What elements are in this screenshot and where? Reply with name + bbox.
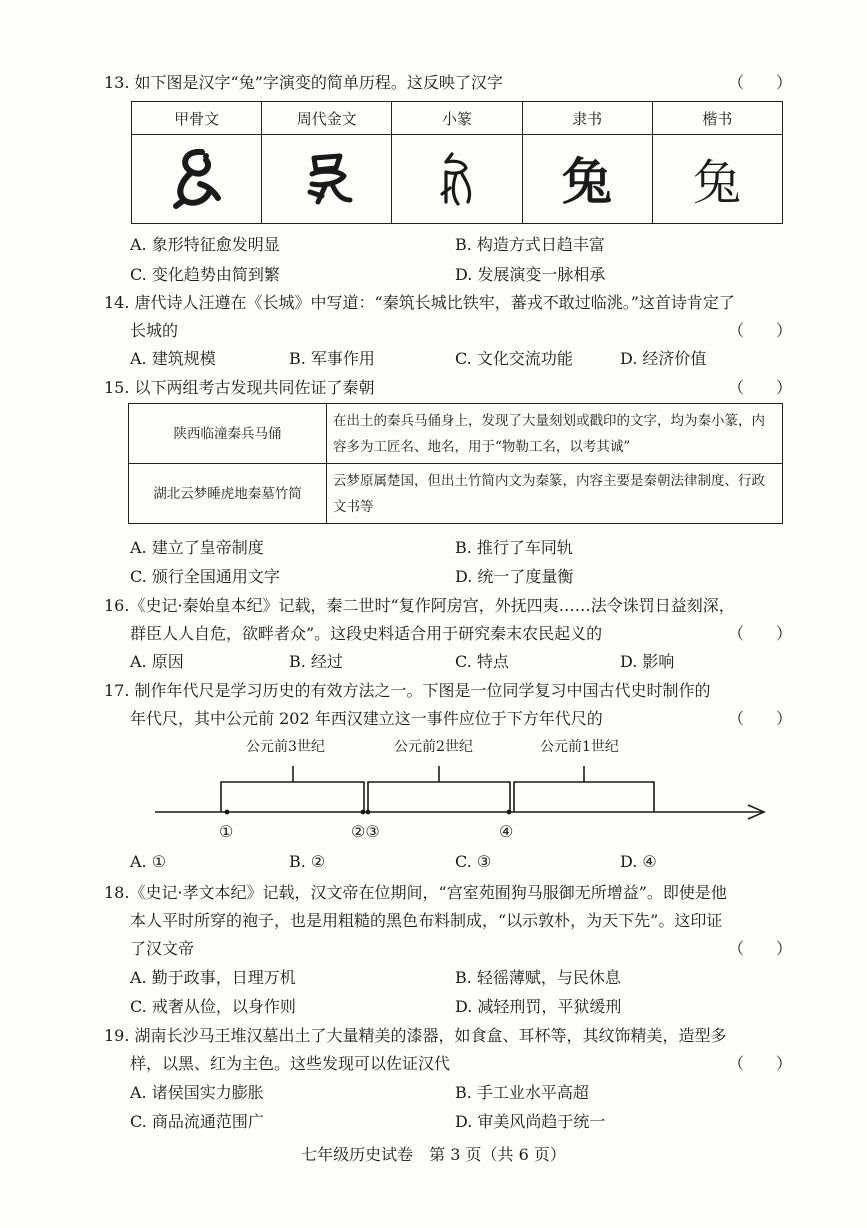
q15-site-shuihudi: 湖北云梦睡虎地秦墓竹简 — [129, 464, 327, 524]
q13-stem: 13. 如下图是汉字“兔”字演变的简单历程。这反映了汉字 — [104, 73, 503, 92]
q17-answer-paren: （ ） — [728, 709, 793, 728]
q14-option-c[interactable]: C. 文化交流功能 — [455, 349, 573, 368]
header-regular: 楷书 — [652, 102, 782, 135]
q16-stem-line2: 群臣人人自危，欲畔者众”。这段史料适合用于研究秦末农民起义的 — [130, 624, 603, 643]
q13-answer-paren: （ ） — [728, 73, 793, 92]
q16-option-b[interactable]: B. 经过 — [289, 652, 343, 671]
century-label-1bc: 公元前1世纪 — [540, 739, 619, 755]
q15-answer-paren: （ ） — [728, 378, 793, 397]
q18-option-b[interactable]: B. 轻徭薄赋，与民休息 — [455, 968, 621, 987]
q17-option-d[interactable]: D. ④ — [620, 852, 657, 871]
q19-option-b[interactable]: B. 手工业水平高超 — [455, 1083, 589, 1102]
q17-option-a[interactable]: A. ① — [130, 852, 167, 871]
q19-option-a[interactable]: A. 诸侯国实力膨胀 — [130, 1083, 264, 1102]
oracle-bone-rabbit-glyph — [132, 135, 262, 224]
q13-option-a[interactable]: A. 象形特征愈发明显 — [130, 235, 280, 254]
q15-option-d[interactable]: D. 统一了度量衡 — [455, 567, 574, 586]
q18-answer-paren: （ ） — [728, 939, 793, 958]
bracket-2bc — [368, 782, 510, 812]
century-label-2bc: 公元前2世纪 — [394, 739, 473, 755]
q14-stem-line1: 14. 唐代诗人汪遵在《长城》中写道：“秦筑长城比铁牢，蕃戎不敢过临洮。”这首诗肯定了 — [104, 293, 735, 312]
q18-option-a[interactable]: A. 勤于政事，日理万机 — [130, 968, 296, 987]
q15-desc-shuihudi: 云梦原属楚国，但出土竹简内文为秦篆，内容主要是秦朝法律制度、行政文书等 — [327, 464, 783, 524]
q15-option-a[interactable]: A. 建立了皇帝制度 — [130, 538, 264, 557]
marker-dot-2 — [361, 810, 366, 815]
q13-evolution-table — [131, 101, 783, 224]
small-seal-rabbit-glyph — [392, 135, 522, 224]
regular-rabbit-glyph — [652, 135, 782, 224]
svg-text:兔: 兔 — [562, 152, 613, 211]
q17-stem-line2: 年代尺，其中公元前 202 年西汉建立这一事件应位于下方年代尺的 — [130, 709, 603, 728]
q15-option-c[interactable]: C. 颁行全国通用文字 — [130, 567, 280, 586]
q15-site-terracotta: 陕西临潼秦兵马俑 — [129, 404, 327, 464]
q13-option-d[interactable]: D. 发展演变一脉相承 — [455, 265, 606, 284]
q18-stem-line2: 本人平时所穿的袍子，也是用粗糙的黑色布料制成，“以示敦朴，为天下先”。这印证 — [130, 911, 723, 930]
marker-label-1: ① — [219, 822, 234, 841]
q15-option-b[interactable]: B. 推行了车同轨 — [455, 538, 573, 557]
clerical-rabbit-glyph — [522, 135, 652, 224]
q19-option-c[interactable]: C. 商品流通范围广 — [130, 1112, 264, 1131]
q13-option-c[interactable]: C. 变化趋势由简到繁 — [130, 265, 280, 284]
q18-option-d[interactable]: D. 减轻刑罚，平狱缓刑 — [455, 997, 622, 1016]
q16-option-a[interactable]: A. 原因 — [130, 652, 184, 671]
q14-option-d[interactable]: D. 经济价值 — [620, 349, 707, 368]
q14-option-b[interactable]: B. 军事作用 — [289, 349, 375, 368]
q19-option-d[interactable]: D. 审美风尚趋于统一 — [455, 1112, 606, 1131]
header-small-seal: 小篆 — [392, 102, 522, 135]
q17-option-b[interactable]: B. ② — [289, 852, 326, 871]
q13-option-b[interactable]: B. 构造方式日趋丰富 — [455, 235, 605, 254]
marker-label-2-3: ②③ — [351, 822, 380, 841]
marker-dot-1 — [225, 810, 230, 815]
q16-option-d[interactable]: D. 影响 — [620, 652, 675, 671]
q14-option-a[interactable]: A. 建筑规模 — [130, 349, 216, 368]
header-bronze: 周代金文 — [262, 102, 392, 135]
q17-stem-line1: 17. 制作年代尺是学习历史的有效方法之一。下图是一位同学复习中国古代史时制作的 — [104, 681, 711, 700]
bronze-rabbit-glyph — [262, 135, 392, 224]
q18-stem-line3: 了汉文帝 — [130, 939, 195, 958]
q15-evidence-table — [128, 403, 783, 524]
bracket-1bc — [514, 782, 654, 812]
q16-stem-line1: 16.《史记·秦始皇本纪》记载，秦二世时“复作阿房宫，外抚四夷……法令诛罚日益刻深， — [104, 596, 735, 615]
q14-stem-line2: 长城的 — [130, 321, 179, 340]
q15-stem: 15. 以下两组考古发现共同佐证了秦朝 — [104, 378, 375, 397]
header-clerical: 隶书 — [522, 102, 652, 135]
q14-answer-paren: （ ） — [728, 321, 793, 340]
q18-option-c[interactable]: C. 戒奢从俭，以身作则 — [130, 997, 296, 1016]
q18-stem-line1: 18.《史记·孝文本纪》记载，汉文帝在位期间，“宫室苑囿狗马服御无所增益”。即使是他 — [104, 883, 727, 902]
marker-dot-3 — [366, 810, 371, 815]
century-label-3bc: 公元前3世纪 — [246, 739, 325, 755]
q19-stem-line1: 19. 湖南长沙马王堆汉墓出土了大量精美的漆器，如食盒、耳杯等，其纹饰精美，造型多 — [104, 1026, 727, 1045]
q19-answer-paren: （ ） — [728, 1054, 793, 1073]
q16-answer-paren: （ ） — [728, 624, 793, 643]
page-footer: 七年级历史试卷 第 3 页（共 6 页） — [301, 1145, 566, 1164]
marker-label-4: ④ — [499, 822, 514, 841]
marker-dot-4 — [507, 810, 512, 815]
q15-desc-terracotta: 在出土的秦兵马俑身上，发现了大量刻划或戳印的文字，均为秦小篆，内容多为工匠名、地名，用于“物勒工名，以考其诚” — [327, 404, 783, 464]
q19-stem-line2: 样，以黑、红为主色。这些发现可以佐证汉代 — [130, 1054, 451, 1073]
svg-text:兔: 兔 — [693, 155, 742, 211]
header-oracle-bone: 甲骨文 — [132, 102, 262, 135]
timeline-ruler — [0, 760, 867, 830]
q17-option-c[interactable]: C. ③ — [455, 852, 492, 871]
bracket-3bc — [221, 782, 364, 812]
q16-option-c[interactable]: C. 特点 — [455, 652, 509, 671]
